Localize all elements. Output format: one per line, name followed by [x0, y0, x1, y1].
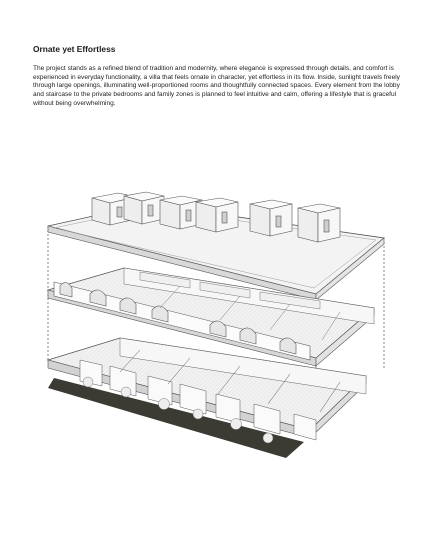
paragraph-text: The project stands as a refined blend of tradition and modernity, where elegance is expressed through details, and comfort is experienced in everyday functionality, a villa that feels ornate in character, yet effortless in its flow. Inside, sunlight travels freely through large openings, illuminating well-proportioned rooms and thoughtfully connected spaces. Every element from the lobby and staircase to the private bedrooms and family zones is planned to feel intuitive and calm, offering a lifestyle that is graceful without being overwhelming. — [33, 65, 400, 107]
section-heading: Ornate yet Effortless — [33, 44, 116, 54]
exploded-axonometric-figure — [40, 190, 396, 480]
section-paragraph — [33, 65, 409, 108]
